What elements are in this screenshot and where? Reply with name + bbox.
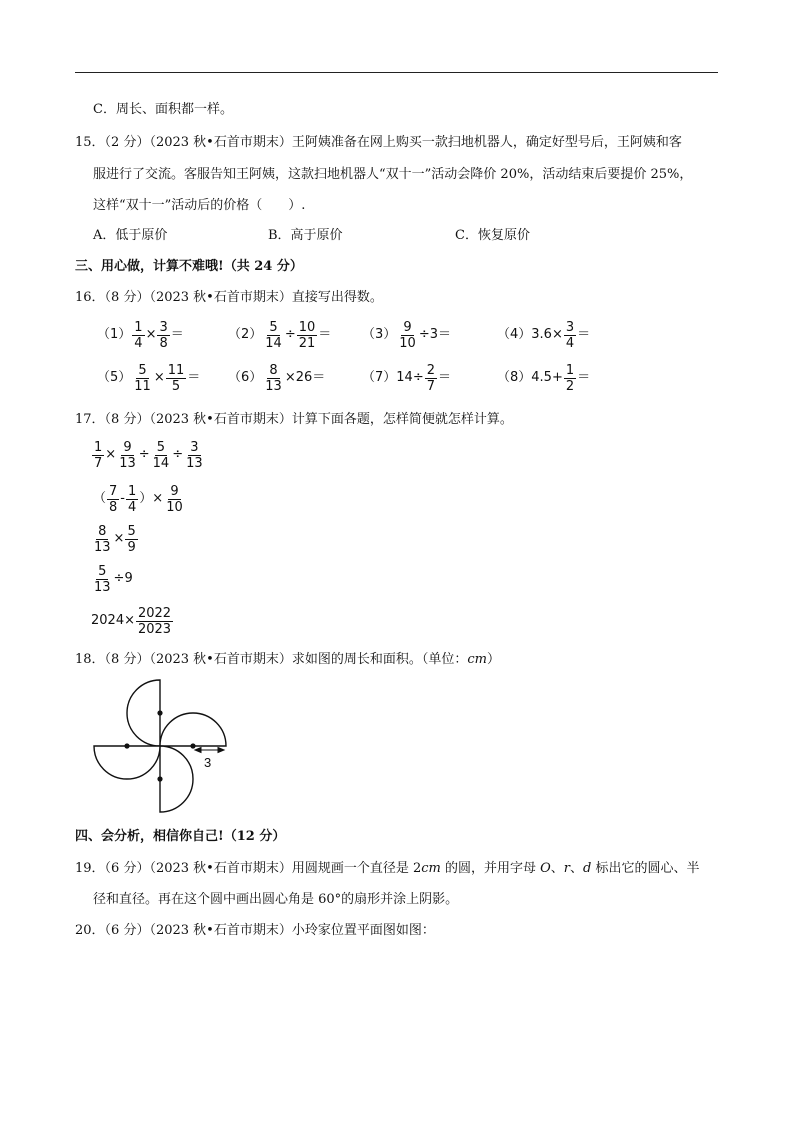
q16-item-2: （2） $\frac{5}{14}$ ÷ $\frac{10}{21}$ ＝ [228, 319, 332, 351]
q16-item-5: （5） $\frac{5}{11}$ × $\frac{11}{5}$ ＝ [97, 362, 201, 394]
q15-option-c: C．恢复原价 [455, 228, 530, 243]
center-dot-top [157, 710, 162, 715]
header-rule [75, 72, 718, 73]
q15-line1: 15．（2 分）（2023 秋•石首市期末）王阿姨准备在网上购买一款扫地机器人，确定好型号后，王阿姨和客 [75, 135, 682, 150]
q18-stem: 18．（8 分）（2023 秋•石首市期末）求如图的周长和面积。（单位：cm） [75, 652, 500, 667]
center-dot-left [124, 743, 129, 748]
section-4-heading: 四、会分析，相信你自己!（12 分） [75, 829, 286, 844]
dimension-arrow-left [195, 748, 201, 753]
q15-line2: 服进行了交流。客服告知王阿姨，这款扫地机器人“双十一”活动会降价 20%，活动结束后要提价 25%， [93, 167, 693, 182]
q15-line3: 这样“双十一”活动后的价格（ ）. [93, 198, 306, 213]
q15-option-b: B．高于原价 [268, 228, 343, 243]
q16-stem: 16．（8 分）（2023 秋•石首市期末）直接写出得数。 [75, 290, 383, 305]
section-3-heading: 三、用心做，计算不难哦!（共 24 分） [75, 259, 303, 274]
semicircle-left [94, 746, 160, 779]
semicircle-right [160, 713, 226, 746]
q17-stem: 17．（8 分）（2023 秋•石首市期末）计算下面各题，怎样简便就怎样计算。 [75, 412, 513, 427]
q16-item-3: （3） $\frac{9}{10}$ ÷3＝ [362, 319, 451, 351]
q17-expression-3: $\frac{8}{13}$ × $\frac{5}{9}$ [94, 523, 136, 555]
semicircle-top [127, 680, 160, 746]
q15-option-a: A．低于原价 [93, 228, 168, 243]
q16-item-8: （8）4.5+ $\frac{1}{2}$ ＝ [497, 362, 591, 394]
q19-line2: 径和直径。再在这个圆中画出圆心角是 60°的扇形并涂上阴影。 [93, 892, 459, 907]
dimension-arrow-right [218, 748, 224, 753]
semicircle-bottom [160, 746, 193, 812]
dimension-label: 3 [204, 755, 212, 770]
q17-expression-5: 2024× $\frac{2022}{2023}$ [91, 605, 172, 637]
q20-stem: 20．（6 分）（2023 秋•石首市期末）小玲家位置平面图如图： [75, 923, 435, 938]
center-dot-bottom [157, 776, 162, 781]
q16-item-6: （6） $\frac{8}{13}$ ×26＝ [228, 362, 326, 394]
q17-expression-4: $\frac{5}{13}$ ÷9 [94, 563, 133, 595]
q14-option-c: C．周长、面积都一样。 [93, 102, 233, 117]
q16-item-4: （4）3.6× $\frac{3}{4}$ ＝ [497, 319, 591, 351]
center-dot-right [190, 743, 195, 748]
q16-item-1: （1） $\frac{1}{4}$ × $\frac{3}{8}$ ＝ [97, 319, 184, 351]
q19-line1: 19．（6 分）（2023 秋•石首市期末）用圆规画一个直径是 2cm 的圆，并用字母 O、r、d 标出它的圆心、半 [75, 861, 700, 876]
pinwheel-figure [88, 676, 238, 822]
q17-expression-1: $\frac{1}{7}$ × $\frac{9}{13}$ ÷ $\frac{5}{14}$ ÷ $\frac{3}{13}$ [94, 439, 203, 471]
q16-item-7: （7）14÷ $\frac{2}{7}$ ＝ [362, 362, 452, 394]
q17-expression-2: （ $\frac{7}{8}$ - $\frac{1}{4}$ ）× $\frac{9}{10}$ [93, 483, 183, 515]
